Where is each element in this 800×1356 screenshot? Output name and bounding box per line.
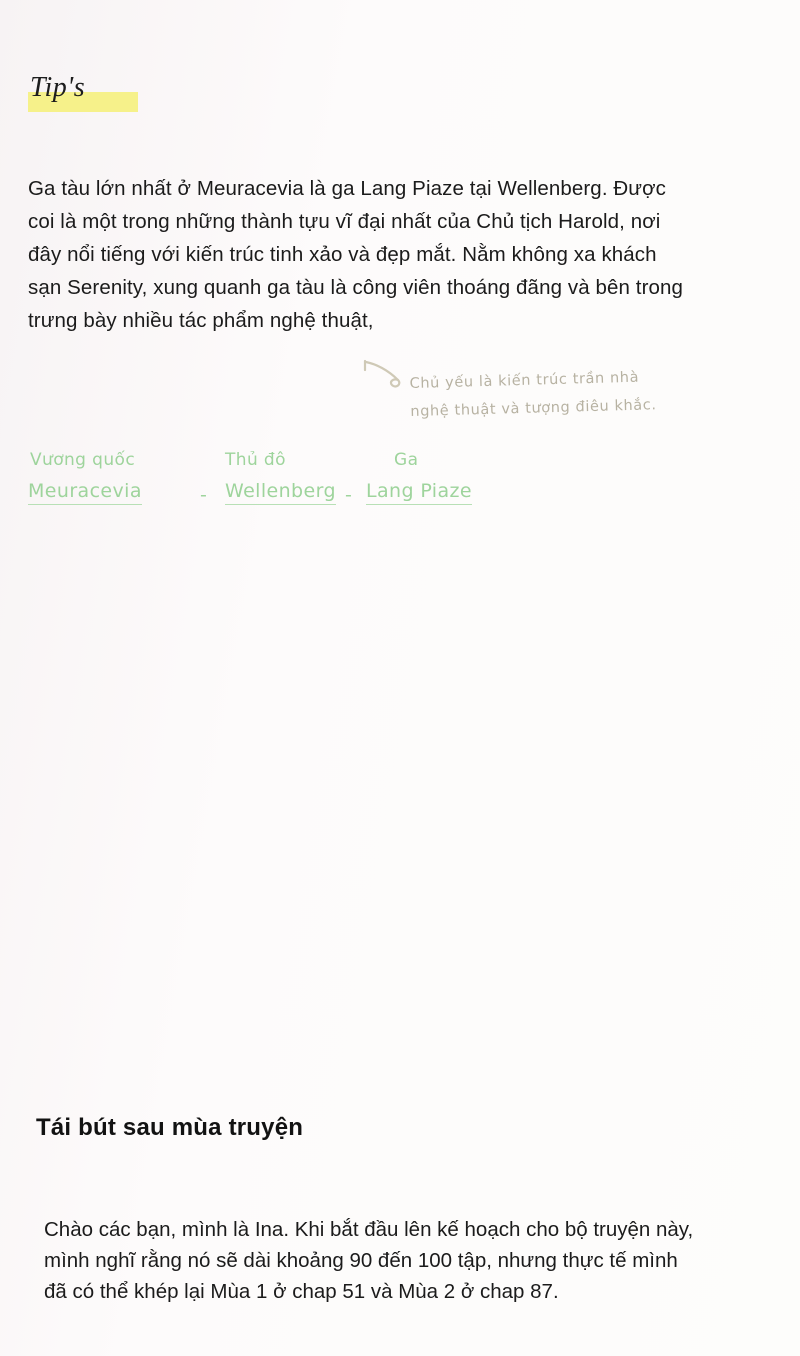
route-item-kingdom bbox=[28, 450, 142, 502]
route-item-kingdom-label: Vương quốc bbox=[30, 450, 136, 470]
route-breadcrumb bbox=[28, 444, 548, 516]
route-item-station bbox=[366, 450, 472, 502]
route-item-station-value: Lang Piaze bbox=[366, 480, 472, 502]
tips-heading-label: Tip's bbox=[30, 72, 86, 103]
annotation-line-1: Chủ yếu là kiến trúc trần nhà bbox=[409, 369, 640, 393]
tips-heading bbox=[28, 72, 248, 116]
postscript-title: Tái bút sau mùa truyện bbox=[36, 1114, 304, 1141]
route-item-capital bbox=[225, 450, 336, 502]
route-separator-1: - bbox=[200, 484, 207, 506]
route-item-station-label: Ga bbox=[394, 450, 419, 470]
handwritten-annotation bbox=[409, 362, 700, 426]
main-paragraph: Ga tàu lớn nhất ở Meuracevia là ga Lang Piaze tại Wellenberg. Được coi là một trong những thành tựu vĩ đại nhất của Chủ tịch Harold, nơi đây nổi tiếng với kiến trúc tinh xảo và đẹp mắt. Nằm không xa khách sạn Serenity, xung quanh ga tàu là công viên thoáng đãng và bên trong trưng bày nhiều tác phẩm nghệ thuật, bbox=[28, 177, 684, 332]
route-item-kingdom-value: Meuracevia bbox=[28, 480, 142, 502]
route-item-capital-label: Thủ đô bbox=[225, 450, 286, 470]
route-separator-2: - bbox=[345, 484, 352, 506]
postscript-body: Chào các bạn, mình là Ina. Khi bắt đầu lên kế hoạch cho bộ truyện này, mình nghĩ rằng nó sẽ dài khoảng 90 đến 100 tập, nhưng thực tế mình đã có thể khép lại Mùa 1 ở chap 51 và Mùa 2 ở chap 87. bbox=[44, 1218, 694, 1303]
curved-arrow-icon bbox=[362, 358, 406, 394]
route-item-capital-value: Wellenberg bbox=[225, 480, 336, 502]
annotation-line-2: nghệ thuật và tượng điêu khắc. bbox=[410, 397, 657, 421]
